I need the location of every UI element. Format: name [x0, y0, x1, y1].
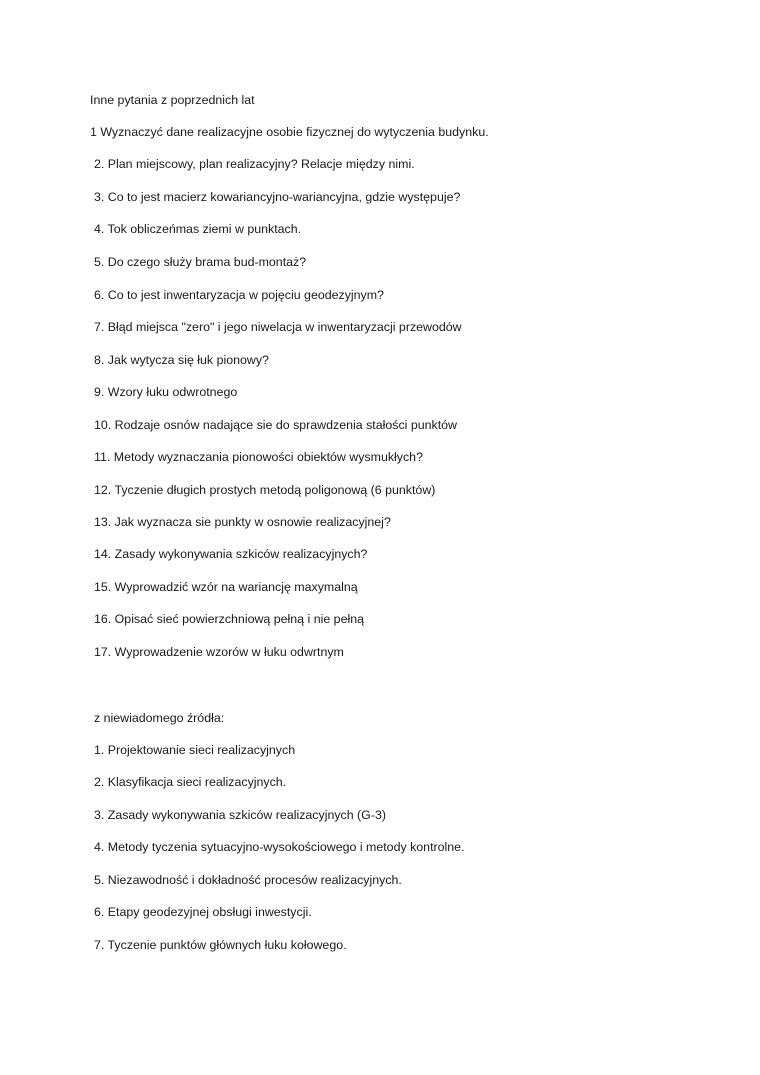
question-item: 5. Do czego służy brama bud-montaż? — [94, 255, 307, 269]
question-item: 3. Zasady wykonywania szkiców realizacyjnych (G-3) — [94, 808, 386, 822]
question-item: 6. Co to jest inwentaryzacja w pojęciu geodezyjnym? — [94, 288, 384, 302]
question-item: 16. Opisać sieć powierzchniową pełną i nie pełną — [94, 612, 364, 626]
question-item: 2. Plan miejscowy, plan realizacyjny? Relacje między nimi. — [94, 157, 415, 171]
question-item: 13. Jak wyznacza sie punkty w osnowie realizacyjnej? — [94, 515, 391, 529]
question-item: 12. Tyczenie długich prostych metodą poligonową (6 punktów) — [94, 483, 436, 497]
question-item: 3. Co to jest macierz kowariancyjno-wariancyjna, gdzie występuje? — [94, 190, 461, 204]
question-item: 9. Wzory łuku odwrotnego — [94, 385, 238, 399]
question-item: 10. Rodzaje osnów nadające sie do sprawdzenia stałości punktów — [94, 418, 457, 432]
question-item: 17. Wyprowadzenie wzorów w łuku odwrtnym — [94, 645, 344, 659]
question-item: 1 Wyznaczyć dane realizacyjne osobie fizycznej do wytyczenia budynku. — [90, 125, 489, 139]
section-heading-unknown-source: z niewiadomego źródła: — [94, 711, 225, 725]
question-item: 1. Projektowanie sieci realizacyjnych — [94, 743, 296, 757]
question-item: 11. Metody wyznaczania pionowości obiektów wysmukłych? — [94, 450, 423, 464]
question-item: 7. Błąd miejsca "zero" i jego niwelacja w inwentaryzacji przewodów — [94, 320, 462, 334]
question-item: 14. Zasady wykonywania szkiców realizacyjnych? — [94, 547, 368, 561]
question-item: 8. Jak wytycza się łuk pionowy? — [94, 353, 269, 367]
question-item: 7. Tyczenie punktów głównych łuku kołowego. — [94, 938, 347, 952]
question-item: 5. Niezawodność i dokładność procesów realizacyjnych. — [94, 873, 402, 887]
question-item: 2. Klasyfikacja sieci realizacyjnych. — [94, 775, 287, 789]
question-item: 15. Wyprowadzić wzór na wariancję maxymalną — [94, 580, 358, 594]
question-item: 4. Metody tyczenia sytuacyjno-wysokościowego i metody kontrolne. — [94, 840, 465, 854]
question-item: 6. Etapy geodezyjnej obsługi inwestycji. — [94, 905, 312, 919]
question-item: 4. Tok obliczeńmas ziemi w punktach. — [94, 222, 302, 236]
section-heading-previous-years: Inne pytania z poprzednich lat — [90, 93, 255, 107]
